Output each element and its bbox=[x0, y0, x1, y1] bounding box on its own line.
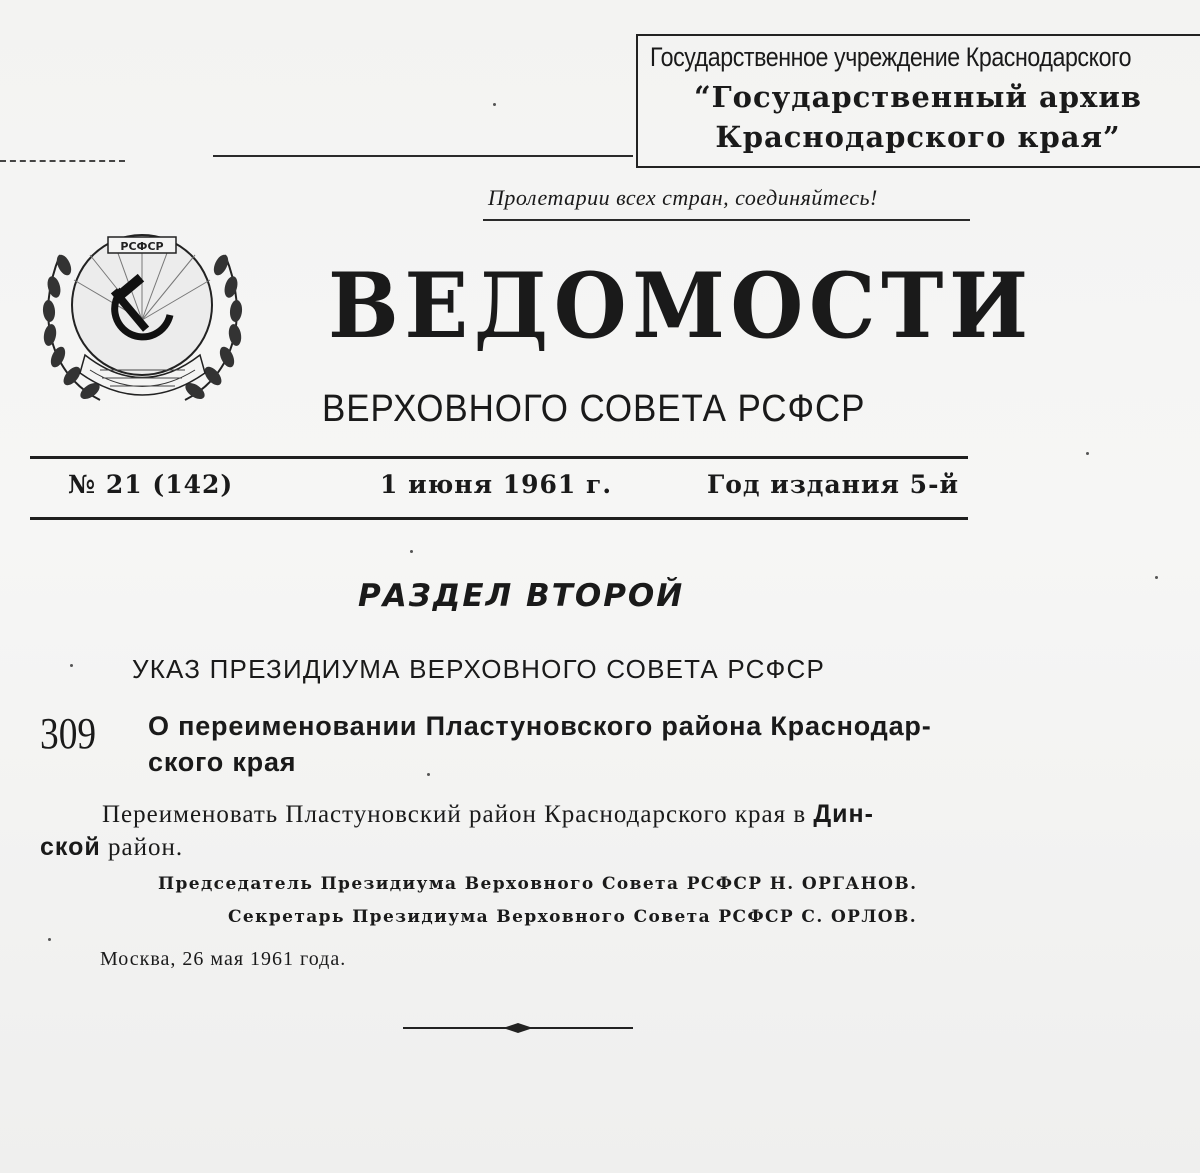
motto-underline bbox=[483, 219, 970, 221]
closing-ornament-icon bbox=[403, 1018, 633, 1038]
top-divider bbox=[213, 155, 633, 157]
body-line-1-text: Переименовать Пластуновский район Краснодарского края в bbox=[102, 801, 814, 828]
article-title bbox=[148, 708, 988, 780]
masthead-title: ВЕДОМОСТИ bbox=[328, 253, 1034, 359]
issue-bottom-rule bbox=[30, 517, 968, 520]
paper-speck bbox=[493, 103, 496, 106]
paper-speck bbox=[1155, 576, 1158, 579]
article-title-line-2: ского края bbox=[148, 747, 297, 777]
archive-stamp bbox=[636, 34, 1200, 168]
body-line-2-text: район. bbox=[100, 834, 184, 861]
stamp-line-1: Государственное учреждение Краснодарского bbox=[650, 42, 1132, 72]
body-line-1-bold: Дин- bbox=[813, 800, 874, 828]
issue-year: Год издания 5-й bbox=[707, 470, 959, 499]
place-and-date: Москва, 26 мая 1961 года. bbox=[100, 948, 347, 970]
issue-date: 1 июня 1961 г. bbox=[380, 470, 613, 499]
paper-speck bbox=[1086, 452, 1089, 455]
paper-speck bbox=[48, 938, 51, 941]
section-heading: РАЗДЕЛ ВТОРОЙ bbox=[358, 578, 685, 614]
article-number: 309 bbox=[40, 709, 97, 758]
article-title-line-1: О переименовании Пластуновского района Краснодар- bbox=[148, 711, 932, 741]
chairman-signature: Председатель Президиума Верховного Совета РСФСР Н. ОРГАНОВ. bbox=[158, 874, 918, 894]
issue-number: № 21 (142) bbox=[68, 470, 234, 499]
masthead-subtitle: ВЕРХОВНОГО СОВЕТА РСФСР bbox=[322, 388, 866, 430]
paper-speck bbox=[427, 773, 430, 776]
masthead-motto: Пролетарии всех стран, соединяйтесь! bbox=[488, 185, 878, 210]
issue-top-rule bbox=[30, 456, 968, 459]
rsfsr-coat-of-arms-icon bbox=[30, 195, 255, 420]
stamp-line-3: Краснодарского края” bbox=[715, 120, 1121, 154]
left-dashed-divider bbox=[0, 160, 125, 162]
svg-text:РСФСР: РСФСР bbox=[120, 240, 164, 253]
paper-speck bbox=[410, 550, 413, 553]
stamp-line-2: “Государственный архив bbox=[693, 80, 1143, 114]
secretary-signature: Секретарь Президиума Верховного Совета РСФСР С. ОРЛОВ. bbox=[228, 907, 918, 927]
decree-heading: УКАЗ ПРЕЗИДИУМА ВЕРХОВНОГО СОВЕТА РСФСР bbox=[132, 654, 826, 684]
body-line-2-bold: ской bbox=[40, 833, 101, 861]
article-body bbox=[40, 798, 990, 864]
paper-speck bbox=[70, 664, 73, 667]
